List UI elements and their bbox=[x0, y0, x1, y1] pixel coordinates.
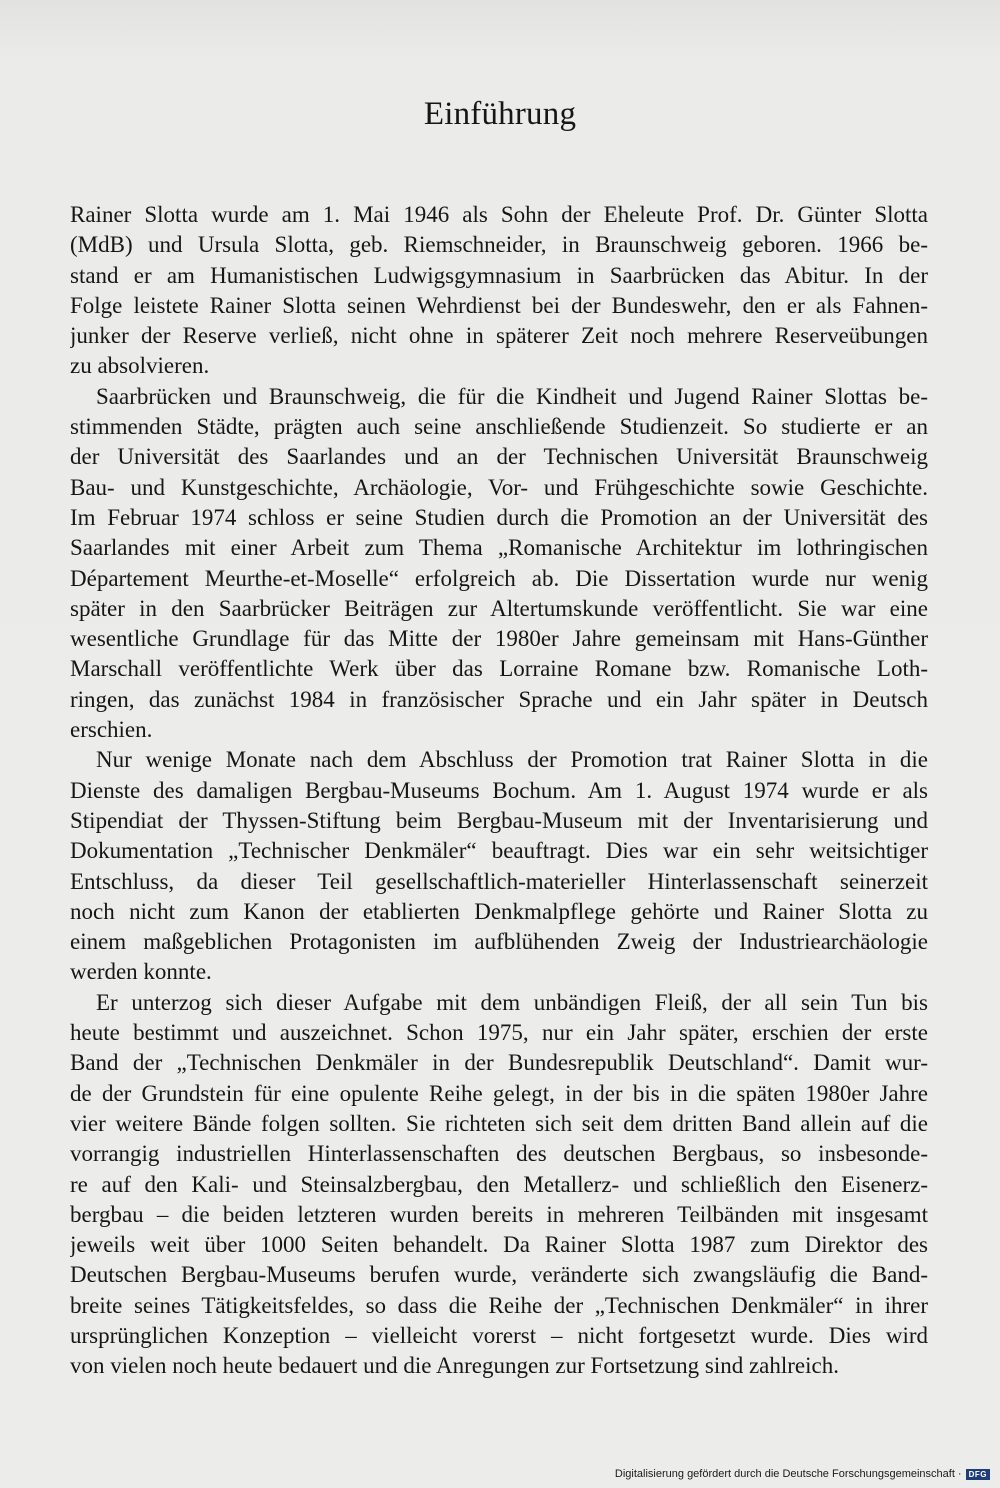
text-line: Dokumentation „Technischer Denkmäler“ beauftragt. Dies war ein sehr weitsichtiger bbox=[70, 838, 928, 864]
paragraph bbox=[70, 988, 928, 1382]
text-line: Bau- und Kunstgeschichte, Archäologie, Vor- und Frühgeschichte sowie Geschichte. bbox=[70, 474, 928, 500]
text-line: junker der Reserve verließ, nicht ohne in späterer Zeit noch mehrere Reserveübungen bbox=[70, 323, 928, 349]
text-line: bergbau – die beiden letzteren wurden bereits in mehreren Teilbänden mit insgesamt bbox=[70, 1201, 928, 1227]
text-line: Folge leistete Rainer Slotta seinen Wehrdienst bei der Bundeswehr, den er als Fahnen- bbox=[70, 292, 928, 318]
text-line: re auf den Kali- und Steinsalzbergbau, den Metallerz- und schließlich den Eisenerz- bbox=[70, 1171, 928, 1197]
text-line: Er unterzog sich dieser Aufgabe mit dem unbändigen Fleiß, der all sein Tun bis bbox=[96, 989, 928, 1015]
text-line: einem maßgeblichen Protagonisten im aufblühenden Zweig der Industriearchäologie bbox=[70, 929, 928, 955]
text-line: breite seines Tätigkeitsfeldes, so dass die Reihe der „Technischen Denkmäler“ in ihrer bbox=[70, 1292, 928, 1318]
text-line: jeweils weit über 1000 Seiten behandelt. Da Rainer Slotta 1987 zum Direktor des bbox=[70, 1232, 928, 1258]
text-line: vier weitere Bände folgen sollten. Sie richteten sich seit dem dritten Band allein auf die bbox=[70, 1110, 928, 1136]
text-line: ringen, das zunächst 1984 in französischer Sprache und ein Jahr später in Deutsch bbox=[70, 686, 928, 712]
paragraph bbox=[70, 745, 928, 987]
text-line: Dienste des damaligen Bergbau-Museums Bochum. Am 1. August 1974 wurde er als bbox=[70, 777, 928, 803]
text-line: Deutschen Bergbau-Museums berufen wurde, veränderte sich zwangsläufig die Band- bbox=[70, 1262, 928, 1288]
text-line: zu absolvieren. bbox=[70, 353, 210, 379]
text-line: erschien. bbox=[70, 717, 153, 743]
text-line: heute bestimmt und auszeichnet. Schon 1975, nur ein Jahr später, erschien der erste bbox=[70, 1020, 928, 1046]
paragraph bbox=[70, 382, 928, 746]
text-line: Département Meurthe-et-Moselle“ erfolgreich ab. Die Dissertation wurde nur wenig bbox=[70, 565, 928, 591]
digitization-credit bbox=[615, 1468, 990, 1480]
text-line: noch nicht zum Kanon der etablierten Denkmalpflege gehörte und Rainer Slotta zu bbox=[70, 898, 928, 924]
text-line: ursprünglichen Konzeption – vielleicht vorerst – nicht fortgesetzt wurde. Dies wird bbox=[70, 1322, 928, 1348]
dfg-logo: DFG bbox=[966, 1469, 990, 1480]
text-line: Marschall veröffentlichte Werk über das Lorraine Romane bzw. Romanische Loth- bbox=[70, 656, 928, 682]
text-line: (MdB) und Ursula Slotta, geb. Riemschneider, in Braunschweig geboren. 1966 be- bbox=[70, 232, 928, 258]
credit-text: Digitalisierung gefördert durch die Deutsche Forschungsgemeinschaft · bbox=[614, 1468, 962, 1480]
body-text bbox=[70, 200, 928, 1382]
text-line: Stipendiat der Thyssen-Stiftung beim Bergbau-Museum mit der Inventarisierung und bbox=[70, 807, 928, 833]
text-line: stand er am Humanistischen Ludwigsgymnasium in Saarbrücken das Abitur. In der bbox=[70, 262, 928, 288]
text-line: stimmenden Städte, prägten auch seine anschließende Studienzeit. So studierte er an bbox=[70, 414, 928, 440]
text-line: Saarbrücken und Braunschweig, die für die Kindheit und Jugend Rainer Slottas be- bbox=[96, 383, 928, 409]
text-line: von vielen noch heute bedauert und die Anregungen zur Fortsetzung sind zahlreich. bbox=[70, 1353, 839, 1379]
text-line: Im Februar 1974 schloss er seine Studien durch die Promotion an der Universität des bbox=[70, 504, 928, 530]
text-line: de der Grundstein für eine opulente Reihe gelegt, in der bis in die späten 1980er Jahre bbox=[70, 1080, 928, 1106]
text-line: wesentliche Grundlage für das Mitte der 1980er Jahre gemeinsam mit Hans-Günther bbox=[70, 626, 928, 652]
text-line: Entschluss, da dieser Teil gesellschaftlich-materieller Hinterlassenschaft seinerzeit bbox=[70, 868, 928, 894]
text-line: Band der „Technischen Denkmäler in der Bundesrepublik Deutschland“. Damit wur- bbox=[70, 1050, 928, 1076]
text-line: Rainer Slotta wurde am 1. Mai 1946 als Sohn der Eheleute Prof. Dr. Günter Slotta bbox=[70, 202, 928, 227]
text-line: werden konnte. bbox=[70, 959, 212, 985]
text-line: vorrangig industriellen Hinterlassenschaften des deutschen Bergbaus, so insbesonde- bbox=[70, 1141, 928, 1167]
paragraph bbox=[70, 200, 928, 382]
page-title: Einführung bbox=[423, 96, 577, 132]
text-line: später in den Saarbrücker Beiträgen zur Altertumskunde veröffentlicht. Sie war eine bbox=[70, 595, 928, 621]
text-line: Saarlandes mit einer Arbeit zum Thema „Romanische Architektur im lothringischen bbox=[70, 535, 928, 561]
text-line: Nur wenige Monate nach dem Abschluss der Promotion trat Rainer Slotta in die bbox=[96, 747, 928, 773]
text-line: der Universität des Saarlandes und an der Technischen Universität Braunschweig bbox=[70, 444, 928, 470]
